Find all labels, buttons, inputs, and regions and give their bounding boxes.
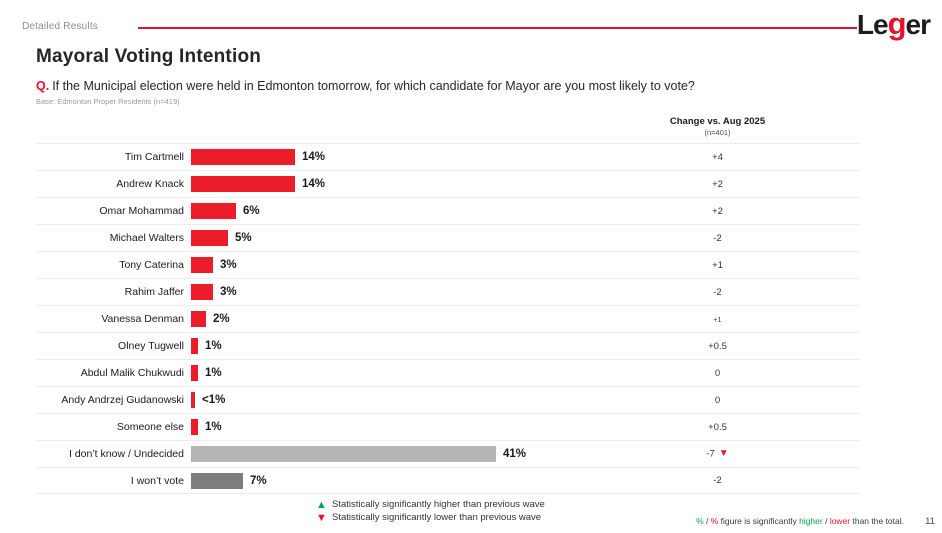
bar [191, 473, 243, 489]
bar-value: 1% [205, 367, 222, 379]
change-cell [575, 395, 860, 406]
table-row [36, 359, 860, 386]
bar [191, 284, 213, 300]
sig-down-icon: ▼ [718, 448, 729, 460]
significance-legend [316, 498, 545, 524]
page-number: 11 [925, 516, 935, 527]
row-label: Andy Andrzej Gudanowski [61, 394, 184, 406]
change-value: -2 [713, 232, 722, 244]
logo-le: Le [856, 9, 888, 40]
bar-zone [191, 338, 575, 354]
footnote-pct-red: % [710, 516, 719, 526]
table-row [36, 170, 860, 197]
bar [191, 230, 228, 246]
change-column-title: Change vs. Aug 2025 [669, 116, 766, 127]
change-value: 0 [714, 394, 721, 406]
change-value: +0.5 [708, 421, 727, 433]
legend-higher [316, 498, 545, 511]
table-row [36, 413, 860, 440]
results-table [36, 116, 860, 494]
table-row [36, 197, 860, 224]
bar-zone [191, 230, 575, 246]
bar-zone [191, 149, 575, 165]
table-row [36, 440, 860, 467]
footnote-lower: lower [829, 516, 851, 526]
change-value: -2 [713, 286, 722, 298]
table-row [36, 143, 860, 170]
bar-value: 7% [250, 474, 267, 487]
bar [191, 365, 198, 381]
bar-zone [191, 176, 575, 192]
bar-zone [191, 419, 575, 435]
row-label: Andrew Knack [116, 178, 184, 190]
bar-zone [191, 203, 575, 219]
question-prefix: Q. [36, 79, 50, 93]
change-column-header [575, 116, 860, 137]
bar-value: 3% [220, 286, 237, 298]
change-column-subtitle: (n=401) [704, 128, 731, 137]
bar [191, 419, 198, 435]
bar-zone [191, 284, 575, 300]
table-row [36, 305, 860, 332]
row-label: Someone else [116, 421, 184, 433]
table-row [36, 224, 860, 251]
bar-value: 41% [503, 448, 527, 460]
bar-value: 6% [243, 205, 260, 217]
bar [191, 392, 195, 408]
bar-zone [191, 473, 575, 489]
change-value: +0.5 [708, 340, 727, 352]
table-row [36, 467, 860, 494]
bar-zone [191, 392, 575, 408]
bar-value: 14% [302, 178, 326, 190]
table-row [36, 251, 860, 278]
row-label: Tony Caterina [119, 259, 184, 271]
bar-value: 1% [205, 340, 222, 352]
base-note: Base: Edmonton Proper Residents (n=419) [36, 97, 180, 106]
row-label: Olney Tugwell [118, 340, 184, 352]
row-label: I won’t vote [130, 474, 184, 487]
significance-footnote [696, 516, 904, 526]
row-label: Rahim Jaffer [124, 286, 184, 298]
change-cell [575, 206, 860, 217]
bar-zone [191, 257, 575, 273]
bar-value: 14% [302, 151, 326, 163]
change-cell [575, 179, 860, 190]
question-text [36, 79, 695, 93]
legend-higher-text: Statistically significantly higher than previous wave [332, 499, 545, 510]
change-value: +4 [712, 151, 723, 163]
change-value: +1 [713, 316, 722, 324]
bar-zone [191, 365, 575, 381]
leger-logo [857, 6, 930, 42]
change-cell [575, 422, 860, 433]
bar-value: 5% [235, 232, 252, 244]
bar-value: 3% [220, 259, 237, 271]
table-row [36, 386, 860, 413]
footnote-higher: higher [799, 516, 823, 526]
legend-lower-text: Statistically significantly lower than previous wave [332, 512, 542, 523]
bar [191, 203, 236, 219]
table-row [36, 332, 860, 359]
change-cell [575, 152, 860, 163]
footnote-end: than the total. [850, 516, 904, 526]
bar [191, 338, 198, 354]
legend-lower [316, 511, 545, 524]
bar-value: <1% [202, 394, 226, 406]
table-body [36, 143, 860, 494]
logo-er: er [905, 9, 930, 40]
change-cell [575, 233, 860, 244]
bar [191, 149, 295, 165]
table-header [36, 116, 860, 143]
change-value: +2 [712, 205, 723, 217]
change-value: +1 [712, 259, 723, 271]
table-row [36, 278, 860, 305]
change-cell [575, 448, 860, 460]
sig-up-icon: ▲ [316, 498, 327, 511]
bar-value: 2% [213, 313, 230, 325]
bar [191, 311, 206, 327]
change-value: +2 [712, 178, 723, 190]
bar [191, 446, 496, 462]
logo-g: g [887, 6, 906, 41]
change-cell [575, 314, 860, 325]
change-cell [575, 260, 860, 271]
footnote-slash1: / [703, 516, 711, 526]
footnote-slash2: / [822, 516, 830, 526]
row-label: Abdul Malik Chukwudi [80, 367, 184, 379]
change-value: -7 [706, 448, 715, 460]
change-cell [575, 341, 860, 352]
page-title: Mayoral Voting Intention [36, 46, 262, 67]
eyebrow-label: Detailed Results [22, 21, 99, 32]
bar [191, 257, 213, 273]
change-cell [575, 368, 860, 379]
row-label: Tim Cartmell [124, 151, 184, 163]
row-label: I don’t know / Undecided [69, 448, 184, 460]
change-cell [575, 475, 860, 486]
change-cell [575, 287, 860, 298]
row-label: Michael Walters [109, 232, 184, 244]
header-rule [138, 27, 857, 29]
change-value: 0 [714, 367, 721, 379]
bar-zone [191, 311, 575, 327]
footnote-mid: figure is significantly [718, 516, 800, 526]
bar-value: 1% [205, 421, 222, 433]
row-label: Vanessa Denman [101, 313, 184, 325]
sig-down-legend-icon: ▼ [316, 511, 327, 524]
bar [191, 176, 295, 192]
row-label: Omar Mohammad [99, 205, 184, 217]
question-body: If the Municipal election were held in Edmonton tomorrow, for which candidate for Mayor are you most likely to vote? [52, 79, 695, 93]
change-value: -2 [713, 475, 722, 486]
footnote-pct-green: % [696, 516, 704, 526]
bar-zone [191, 446, 575, 462]
